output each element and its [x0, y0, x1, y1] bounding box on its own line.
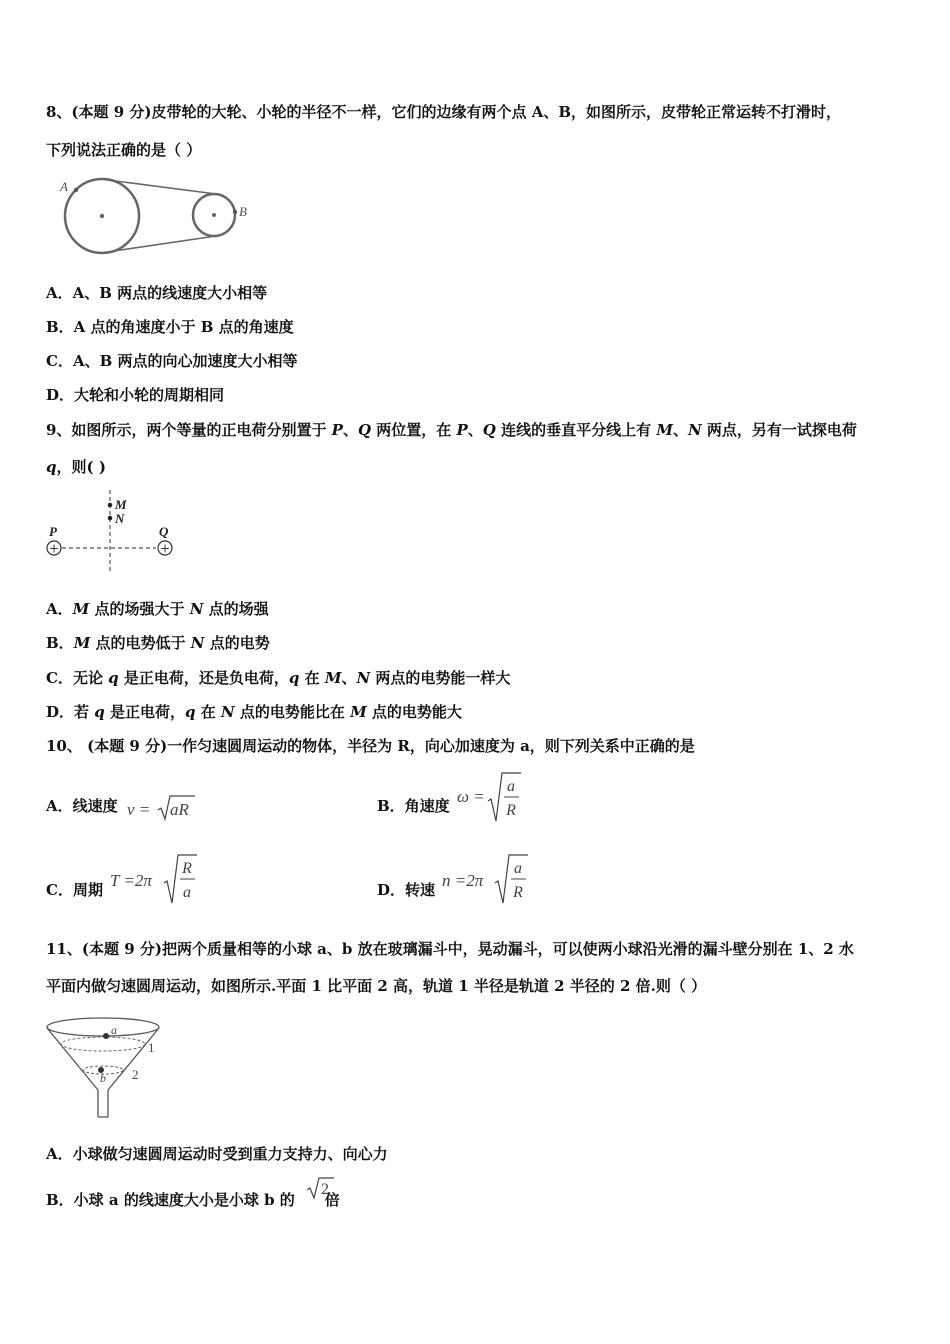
belt-pulley-figure — [54, 176, 264, 256]
charges-figure — [44, 488, 184, 576]
q9-option-a: A．M 点的场强大于 N 点的场强 — [46, 600, 269, 618]
q11-option-b-prefix: B．小球 a 的线速度大小是小球 b 的 — [46, 1191, 295, 1209]
q10-option-d-num: a — [514, 860, 522, 877]
q9-option-d: D．若 q 是正电荷，q 在 N 点的电势能比在 M 点的电势能大 — [46, 703, 462, 721]
q11-option-b-suffix: 倍 — [324, 1191, 340, 1209]
q8-option-c: C．A、B 两点的向心加速度大小相等 — [46, 352, 298, 370]
q8-stem-line2: 下列说法正确的是（ ） — [46, 141, 202, 159]
ball-a-label: a — [111, 1023, 117, 1037]
q9-stem-line1: 9、如图所示，两个等量的正电荷分别置于 P、Q 两位置，在 P、Q 连线的垂直平分线上有 M、N 两点，另有一试探电荷 — [46, 421, 857, 439]
q9-option-b: B．M 点的电势低于 N 点的电势 — [46, 634, 270, 652]
q10-option-b-label: B．角速度 — [377, 797, 450, 815]
q11-option-a: A．小球做匀速圆周运动时受到重力支持力、向心力 — [46, 1145, 388, 1163]
q10-stem: 10、 (本题 9 分)一作匀速圆周运动的物体，半径为 R，向心加速度为 a，则下列关系中正确的是 — [46, 737, 695, 755]
q10-option-a-lhs: v = — [127, 800, 151, 819]
q10-option-c-lhs: T =2π — [110, 871, 152, 890]
point-n-label: N — [115, 511, 125, 526]
charge-p-plus: + — [48, 541, 60, 556]
q9-stem-line2: q，则( ) — [46, 458, 106, 476]
q10-option-d-lhs: n =2π — [442, 871, 484, 890]
point-p-label: P — [49, 524, 57, 539]
q10-option-a-radicand: aR — [170, 800, 189, 819]
q10-option-d-den: R — [513, 884, 523, 901]
q10-option-a-radical — [157, 794, 197, 822]
q11-stem-line1: 11、(本题 9 分)把两个质量相等的小球 a、b 放在玻璃漏斗中，晃动漏斗，可以使两小球沿光滑的漏斗壁分别在 1、2 水 — [46, 940, 854, 958]
q8-option-a: A．A、B 两点的线速度大小相等 — [46, 284, 268, 302]
funnel-figure — [44, 1010, 174, 1122]
q8-option-d: D．大轮和小轮的周期相同 — [46, 386, 225, 404]
ball-b-label: b — [100, 1071, 106, 1085]
q11-option-b — [46, 1190, 340, 1210]
q10-option-b-den: R — [506, 802, 516, 819]
q10-option-d-radical — [494, 853, 530, 905]
q10-option-b-num: a — [507, 778, 515, 795]
q11-option-b-radical — [306, 1176, 336, 1202]
q9-option-c: C．无论 q 是正电荷，还是负电荷，q 在 M、N 两点的电势能一样大 — [46, 669, 511, 687]
point-m-label: M — [115, 497, 127, 512]
q10-option-c-radical — [163, 853, 199, 905]
track-2-label: 2 — [132, 1067, 139, 1082]
q10-option-c-label: C．周期 — [46, 881, 103, 899]
q8-stem-line1: 8、(本题 9 分)皮带轮的大轮、小轮的半径不一样，它们的边缘有两个点 A、B，如图所示，皮带轮正常运转不打滑时， — [46, 103, 842, 121]
q10-option-d-label: D．转速 — [377, 881, 436, 899]
charge-q-plus: + — [159, 541, 171, 556]
q11-option-b-radicand: 2 — [321, 1181, 329, 1198]
q10-option-c-num: R — [182, 860, 192, 877]
point-b-label: B — [239, 204, 247, 219]
point-a-label: A — [60, 179, 68, 194]
q8-option-b: B．A 点的角速度小于 B 点的角速度 — [46, 318, 294, 336]
point-q-label: Q — [159, 524, 169, 539]
q11-stem-line2: 平面内做匀速圆周运动，如图所示.平面 1 比平面 2 高，轨道 1 半径是轨道 2 半径的 2 倍.则（ ） — [46, 977, 707, 995]
q10-option-a-label: A．线速度 — [46, 797, 118, 815]
track-1-label: 1 — [148, 1040, 155, 1055]
q10-option-b-radical — [487, 771, 523, 823]
q10-option-c-den: a — [183, 884, 191, 901]
q10-option-b-lhs: ω = — [457, 787, 485, 806]
